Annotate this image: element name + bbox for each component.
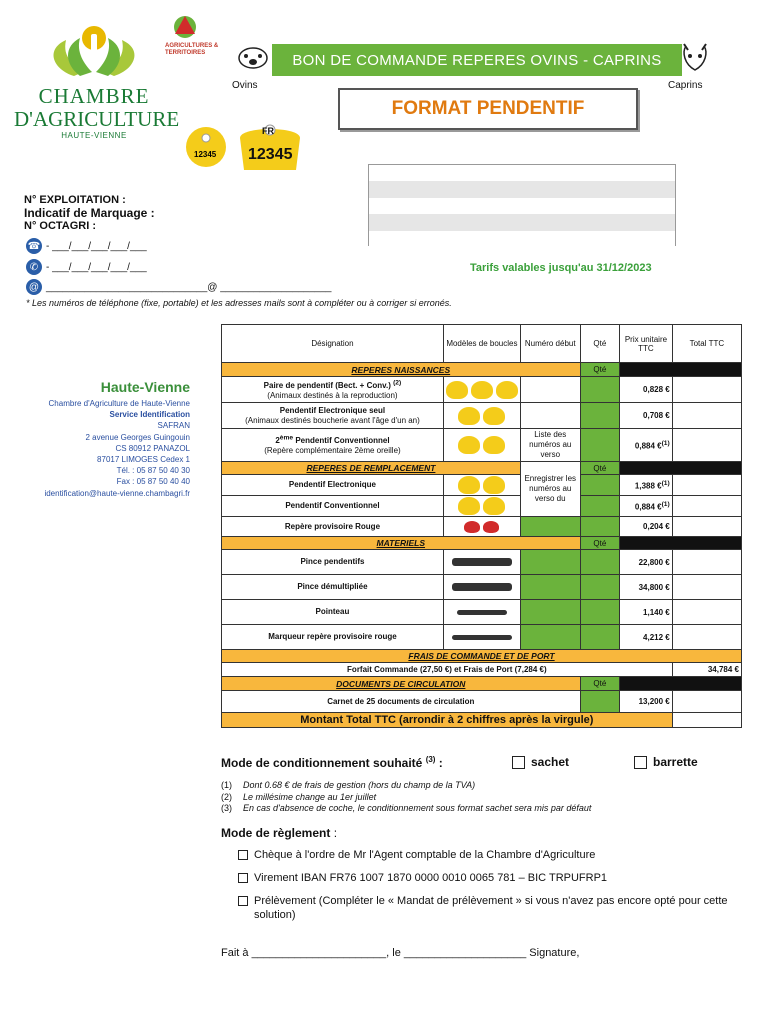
row-designation: Pointeau	[222, 600, 444, 625]
qte-input[interactable]	[580, 600, 620, 625]
table-row	[222, 625, 742, 650]
cheque-checkbox[interactable]	[238, 850, 248, 860]
table-row	[222, 600, 742, 625]
contact-details	[20, 398, 190, 499]
tag-icon	[483, 497, 505, 515]
row-price: 0,204 €	[620, 517, 673, 537]
tag-icon	[458, 407, 480, 425]
qte-input[interactable]	[580, 575, 620, 600]
reglement-label: Mode de règlement :	[221, 826, 338, 840]
section-label: FRAIS DE COMMANDE ET DE PORT	[222, 650, 742, 663]
table-row	[222, 575, 742, 600]
row-price: 1,140 €	[620, 600, 673, 625]
row-price: 4,212 €	[620, 625, 673, 650]
row-designation: Carnet de 25 documents de circulation	[222, 691, 581, 713]
row-total[interactable]	[672, 377, 741, 403]
email-row[interactable]	[26, 279, 331, 295]
row-model	[443, 475, 520, 496]
tool-image	[443, 575, 520, 600]
grand-total-value[interactable]	[672, 713, 741, 728]
row-model	[443, 496, 520, 517]
section-qte: Qté	[580, 677, 620, 691]
row-designation: Pince démultipliée	[222, 575, 444, 600]
exploitation-label: N° EXPLOITATION :	[24, 194, 126, 206]
row-total[interactable]	[672, 475, 741, 496]
format-title: FORMAT PENDENTIF	[391, 98, 585, 119]
ear-tag-large-icon	[234, 120, 306, 181]
qte-input[interactable]	[580, 550, 620, 575]
row-total[interactable]	[672, 517, 741, 537]
agricultures-territoires-logo	[165, 14, 225, 57]
header-numero: Numéro début	[520, 325, 580, 363]
sachet-label: sachet	[531, 755, 570, 769]
qte-input[interactable]	[580, 403, 620, 429]
section-label: REPERES DE REMPLACEMENT	[222, 462, 521, 475]
mobile-row[interactable]	[26, 259, 147, 275]
ear-tag-small-icon	[180, 124, 232, 175]
row-total[interactable]	[672, 429, 741, 462]
row-price: 13,200 €	[620, 691, 673, 713]
octagri-label: N° OCTAGRI :	[24, 220, 97, 232]
row-price: 0,708 €	[620, 403, 673, 429]
partner-logo-text: AGRICULTURES & TERRITOIRES	[165, 43, 219, 56]
red-tag-icon	[464, 521, 480, 533]
numero-input[interactable]	[520, 377, 580, 403]
section-frais	[222, 650, 742, 663]
contact-city: 87017 LIMOGES Cedex 1	[97, 455, 190, 465]
tool-image	[443, 625, 520, 650]
barrette-option[interactable]	[634, 755, 698, 769]
row-designation: Pendentif Electronique seul (Animaux destinés boucherie avant l'âge d'un an)	[222, 403, 444, 429]
numero-cell	[520, 575, 580, 600]
punch-icon	[457, 610, 507, 615]
qte-input[interactable]	[580, 517, 620, 537]
table-row	[222, 475, 742, 496]
qte-input[interactable]	[580, 625, 620, 650]
sheep-icon	[236, 40, 270, 79]
row-model	[443, 403, 520, 429]
marker-icon	[452, 635, 512, 640]
contact-email[interactable]: identification@haute-vienne.chambagri.fr	[44, 488, 190, 498]
footnote-2: (2) Le millésime change au 1er juillet	[221, 791, 377, 802]
tag-icon	[458, 476, 480, 494]
qte-input[interactable]	[580, 429, 620, 462]
tag-icon	[483, 436, 505, 454]
row-total[interactable]	[672, 496, 741, 517]
table-header	[222, 325, 742, 363]
partner-logo-icon	[165, 14, 205, 40]
numero-cell	[520, 600, 580, 625]
row-price: 1,388 €$^{(1)}$	[620, 475, 673, 496]
phone-row[interactable]	[26, 238, 147, 254]
contact-title: Haute-Vienne	[100, 379, 190, 395]
row-model	[443, 377, 520, 403]
mobile-field[interactable]: - ___/___/___/___/___	[46, 261, 147, 273]
row-price: 22,800 €	[620, 550, 673, 575]
row-designation: Paire de pendentif (Bect. + Conv.) $^{(2)}$ (Animaux destinés à la reproduction)	[222, 377, 444, 403]
label-ovins: Ovins	[232, 80, 258, 91]
table-row	[222, 429, 742, 462]
row-price: 0,828 €	[620, 377, 673, 403]
numero-cell	[520, 550, 580, 575]
row-designation: 2ème Pendentif Conventionnel (Repère complémentaire 2ème oreille)	[222, 429, 444, 462]
table-row	[222, 517, 742, 537]
qte-input[interactable]	[580, 691, 620, 713]
row-model	[443, 517, 520, 537]
tag-label-number: 12345	[248, 146, 293, 163]
section-qte: Qté	[580, 363, 620, 377]
table-row	[222, 496, 742, 517]
reglement-prelevement[interactable]: Prélèvement (Compléter le « Mandat de prélèvement » si vous n'avez pas encore opté pour cette solution)	[238, 894, 738, 922]
phone-note: * Les numéros de téléphone (fixe, portable) et les adresses mails sont à compléter ou à corriger si erronés.	[26, 298, 452, 308]
footnote-3: (3) En cas d'absence de coche, le conditionnement sous format sachet sera mis par défaut	[221, 803, 592, 813]
row-price: 0,884 €$^{(1)}$	[620, 429, 673, 462]
contact-service: Service Identification	[109, 410, 190, 420]
section-label: REPERES NAISSANCES	[222, 363, 581, 377]
qte-input[interactable]	[580, 475, 620, 496]
grand-total-label: Montant Total TTC (arrondir à 2 chiffres après la virgule)	[222, 713, 673, 728]
tarifs-label: Tarifs valables jusqu'au	[470, 262, 597, 274]
footnotes	[221, 780, 591, 815]
table-row	[222, 403, 742, 429]
contact-safran: SAFRAN	[157, 421, 190, 431]
row-designation: Pince pendentifs	[222, 550, 444, 575]
qte-input[interactable]	[580, 377, 620, 403]
row-total[interactable]	[672, 575, 741, 600]
section-label: DOCUMENTS DE CIRCULATION	[222, 677, 581, 691]
logo-text-chambre: CHAMBRE	[38, 84, 150, 108]
tarifs-validity	[470, 262, 652, 274]
logo-leaf-icon	[14, 20, 174, 84]
row-designation: Pendentif Electronique	[222, 475, 444, 496]
section-qte: Qté	[580, 462, 620, 475]
conditionnement-label: Mode de conditionnement souhaité $^{(3)}$ :	[221, 755, 443, 770]
header-qte: Qté	[580, 325, 620, 363]
section-label: MATERIELS	[222, 537, 581, 550]
table-row	[222, 663, 742, 677]
tag-icon	[471, 381, 493, 399]
reglement-cheque[interactable]: Chèque à l'ordre de Mr l'Agent comptable de la Chambre d'Agriculture	[238, 848, 738, 862]
prelevement-checkbox[interactable]	[238, 896, 248, 906]
section-documents	[222, 677, 742, 691]
section-materiels	[222, 537, 742, 550]
section-remplacement	[222, 462, 742, 475]
reglement-virement[interactable]: Virement IBAN FR76 1007 1870 0000 0010 0065 781 – BIC TRPUFRP1	[238, 871, 738, 885]
client-info	[24, 194, 155, 233]
format-box	[338, 88, 638, 130]
table-row	[222, 550, 742, 575]
virement-checkbox[interactable]	[238, 873, 248, 883]
table-row	[222, 377, 742, 403]
header-total: Total TTC	[672, 325, 741, 363]
row-designation: Marqueur repère provisoire rouge	[222, 625, 444, 650]
pliers-icon	[452, 583, 512, 591]
sachet-option[interactable]	[512, 755, 569, 769]
tag-icon	[458, 497, 480, 515]
contact-address: 2 avenue Georges Guingouin	[85, 432, 190, 442]
pliers-icon	[452, 558, 512, 566]
sachet-checkbox[interactable]	[512, 756, 525, 769]
numero-input[interactable]	[520, 403, 580, 429]
footnote-1: (1) Dont 0.68 € de frais de gestion (hors du champ de la TVA)	[221, 780, 476, 790]
row-total[interactable]	[672, 600, 741, 625]
page-title: BON DE COMMANDE REPERES OVINS - CAPRINS	[272, 44, 682, 76]
contact-fax: Fax : 05 87 50 40 40	[116, 477, 190, 487]
reglement-options	[238, 848, 738, 931]
numero-cell	[520, 625, 580, 650]
section-naissances	[222, 363, 742, 377]
tag-icon	[496, 381, 518, 399]
header-prix: Prix unitaire TTC	[620, 325, 673, 363]
tag-icon	[446, 381, 468, 399]
header-designation: Désignation	[222, 325, 444, 363]
table-row	[222, 691, 742, 713]
row-designation: Pendentif Conventionnel	[222, 496, 444, 517]
exploitation-box[interactable]	[368, 164, 676, 246]
phone-field[interactable]: - ___/___/___/___/___	[46, 240, 147, 252]
row-price: 0,884 €$^{(1)}$	[620, 496, 673, 517]
enregistrer-note: Enregistrer les numéros au verso du	[520, 462, 580, 517]
row-total[interactable]	[672, 403, 741, 429]
logo-text-region: HAUTE-VIENNE	[61, 131, 127, 140]
tag-label-fr: FR	[262, 126, 274, 136]
liste-numeros: Liste des numéros au verso	[520, 429, 580, 462]
section-qte: Qté	[580, 537, 620, 550]
label-caprins: Caprins	[668, 80, 703, 91]
order-table	[221, 324, 742, 728]
row-total[interactable]	[672, 550, 741, 575]
chambre-logo	[14, 20, 180, 140]
numero-cell	[520, 517, 580, 537]
email-icon: @	[26, 279, 42, 295]
barrette-checkbox[interactable]	[634, 756, 647, 769]
red-tag-icon	[483, 521, 499, 533]
tag-icon	[483, 407, 505, 425]
tool-image	[443, 550, 520, 575]
goat-icon	[678, 40, 712, 79]
tag-icon	[458, 436, 480, 454]
row-total[interactable]	[672, 625, 741, 650]
forfait-total: 34,784 €	[672, 663, 741, 677]
row-designation: Repère provisoire Rouge	[222, 517, 444, 537]
signature-line[interactable]: Fait à ______________________, le ____________________ Signature,	[221, 947, 580, 959]
tag-icon	[483, 476, 505, 494]
svg-text:12345: 12345	[194, 150, 217, 159]
barrette-label: barrette	[653, 755, 698, 769]
header-modeles: Modèles de boucles	[443, 325, 520, 363]
contact-cs: CS 80912 PANAZOL	[115, 443, 190, 453]
tarifs-date: 31/12/2023	[596, 262, 652, 274]
contact-tel: Tél. : 05 87 50 40 30	[116, 466, 190, 476]
mobile-icon: ✆	[26, 259, 42, 275]
row-model	[443, 429, 520, 462]
grand-total-row	[222, 713, 742, 728]
tool-image	[443, 600, 520, 625]
forfait-label: Forfait Commande (27,50 €) et Frais de Port (7,284 €)	[222, 663, 673, 677]
qte-input[interactable]	[580, 496, 620, 517]
phone-icon: ☎	[26, 238, 42, 254]
email-field[interactable]: _____________________________@ ____________________	[46, 281, 332, 293]
row-total[interactable]	[672, 691, 741, 713]
row-price: 34,800 €	[620, 575, 673, 600]
contact-org: Chambre d'Agriculture de Haute-Vienne	[48, 399, 190, 408]
indicatif-label: Indicatif de Marquage :	[24, 206, 155, 220]
logo-text-agriculture: D'AGRICULTURE	[14, 107, 180, 131]
